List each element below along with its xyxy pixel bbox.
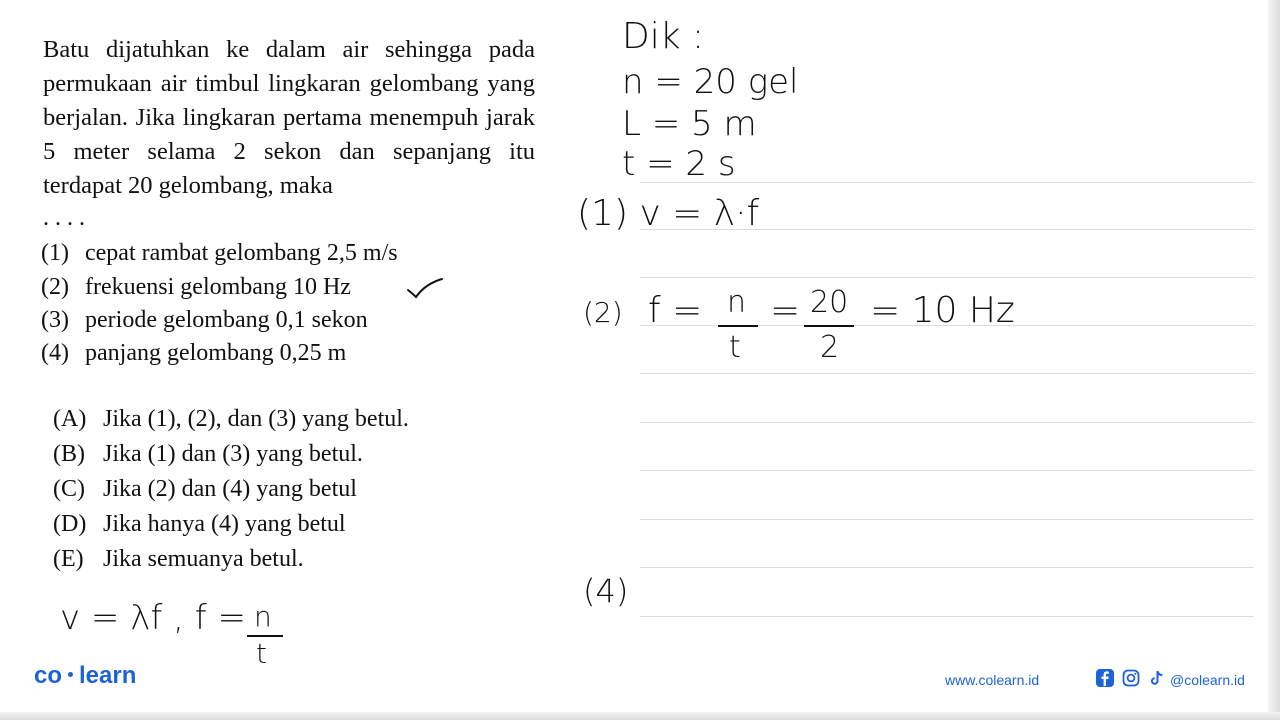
- option-text: Jika (1) dan (3) yang betul.: [103, 441, 363, 467]
- statement-number: (3): [41, 307, 69, 333]
- statement-text: frekuensi gelombang 10 Hz: [85, 274, 351, 300]
- handwritten-formula: v = λf , f =: [60, 598, 247, 638]
- option-text: Jika (2) dan (4) yang betul: [103, 476, 357, 502]
- fraction-numerator: n: [727, 285, 747, 320]
- ruled-line: [640, 277, 1254, 278]
- ruled-line: [640, 422, 1254, 423]
- fraction-bar: [804, 325, 854, 327]
- handwritten-n: n = 20 gel: [622, 62, 799, 102]
- fraction-bar: [718, 325, 758, 327]
- handwritten-step-1: (1) v = λ·f: [577, 193, 760, 234]
- handwritten-f-equals: f =: [648, 290, 703, 331]
- logo-dot: [68, 672, 73, 677]
- ruled-line: [640, 616, 1254, 617]
- statement-4: [41, 340, 346, 367]
- option-e: [53, 546, 304, 573]
- option-letter: (D): [53, 511, 87, 537]
- facebook-icon[interactable]: [1096, 669, 1114, 687]
- colearn-logo: [34, 662, 136, 690]
- option-a: [53, 406, 409, 433]
- option-d: [53, 511, 346, 538]
- option-text: Jika hanya (4) yang betul: [103, 511, 346, 537]
- logo-text-co: co: [34, 662, 63, 689]
- fraction-numerator: n: [254, 600, 272, 633]
- ruled-line: [640, 470, 1254, 471]
- question-ellipsis: ....: [43, 205, 91, 231]
- option-text: Jika (1), (2), dan (3) yang betul.: [103, 406, 409, 432]
- statement-text: cepat rambat gelombang 2,5 m/s: [85, 240, 398, 266]
- fraction-denominator: 2: [820, 330, 840, 365]
- option-c: [53, 476, 357, 503]
- handwritten-equals: =: [770, 290, 801, 331]
- logo-text-learn: learn: [79, 662, 137, 689]
- frame-shadow-bottom: [0, 712, 1280, 720]
- statement-text: panjang gelombang 0,25 m: [85, 340, 347, 366]
- tiktok-icon[interactable]: [1148, 669, 1166, 687]
- option-letter: (C): [53, 476, 85, 502]
- statement-3: [41, 307, 368, 334]
- handwritten-result: = 10 Hz: [870, 290, 1015, 331]
- ruled-line: [640, 519, 1254, 520]
- statement-2: [41, 274, 351, 301]
- fraction-numerator: 20: [810, 285, 849, 320]
- handwritten-step-4-label: (4): [583, 572, 629, 610]
- option-letter: (B): [53, 441, 85, 467]
- instagram-icon[interactable]: [1122, 669, 1140, 687]
- option-b: [53, 441, 363, 468]
- fraction-denominator: t: [729, 330, 741, 365]
- statement-number: (2): [41, 274, 69, 300]
- statement-1: [41, 240, 398, 267]
- fraction-denominator: t: [256, 637, 267, 670]
- ruled-line: [640, 373, 1254, 374]
- social-handle[interactable]: @colearn.id: [1170, 672, 1245, 688]
- handwritten-l: L = 5 m: [622, 104, 757, 144]
- option-letter: (E): [53, 546, 84, 572]
- option-letter: (A): [53, 406, 87, 432]
- frame-shadow-right: [1268, 0, 1280, 720]
- ruled-line: [640, 567, 1254, 568]
- question-text: Batu dijatuhkan ke dalam air sehingga pada permukaan air timbul lingkaran gelombang yang berjalan. Jika lingkaran pertama menempuh jarak 5 meter selama 2 sekon dan sepanjang itu terdapat 20 gelombang, maka: [43, 36, 535, 199]
- statement-number: (1): [41, 240, 69, 266]
- option-text: Jika semuanya betul.: [103, 546, 304, 572]
- check-mark-icon: [405, 276, 445, 300]
- website-link[interactable]: www.colearn.id: [945, 672, 1040, 688]
- handwritten-step-2-label: (2): [583, 296, 623, 329]
- statement-text: periode gelombang 0,1 sekon: [85, 307, 368, 333]
- handwritten-dik: Dik :: [622, 16, 705, 57]
- statement-number: (4): [41, 340, 69, 366]
- handwritten-t: t = 2 s: [622, 144, 736, 184]
